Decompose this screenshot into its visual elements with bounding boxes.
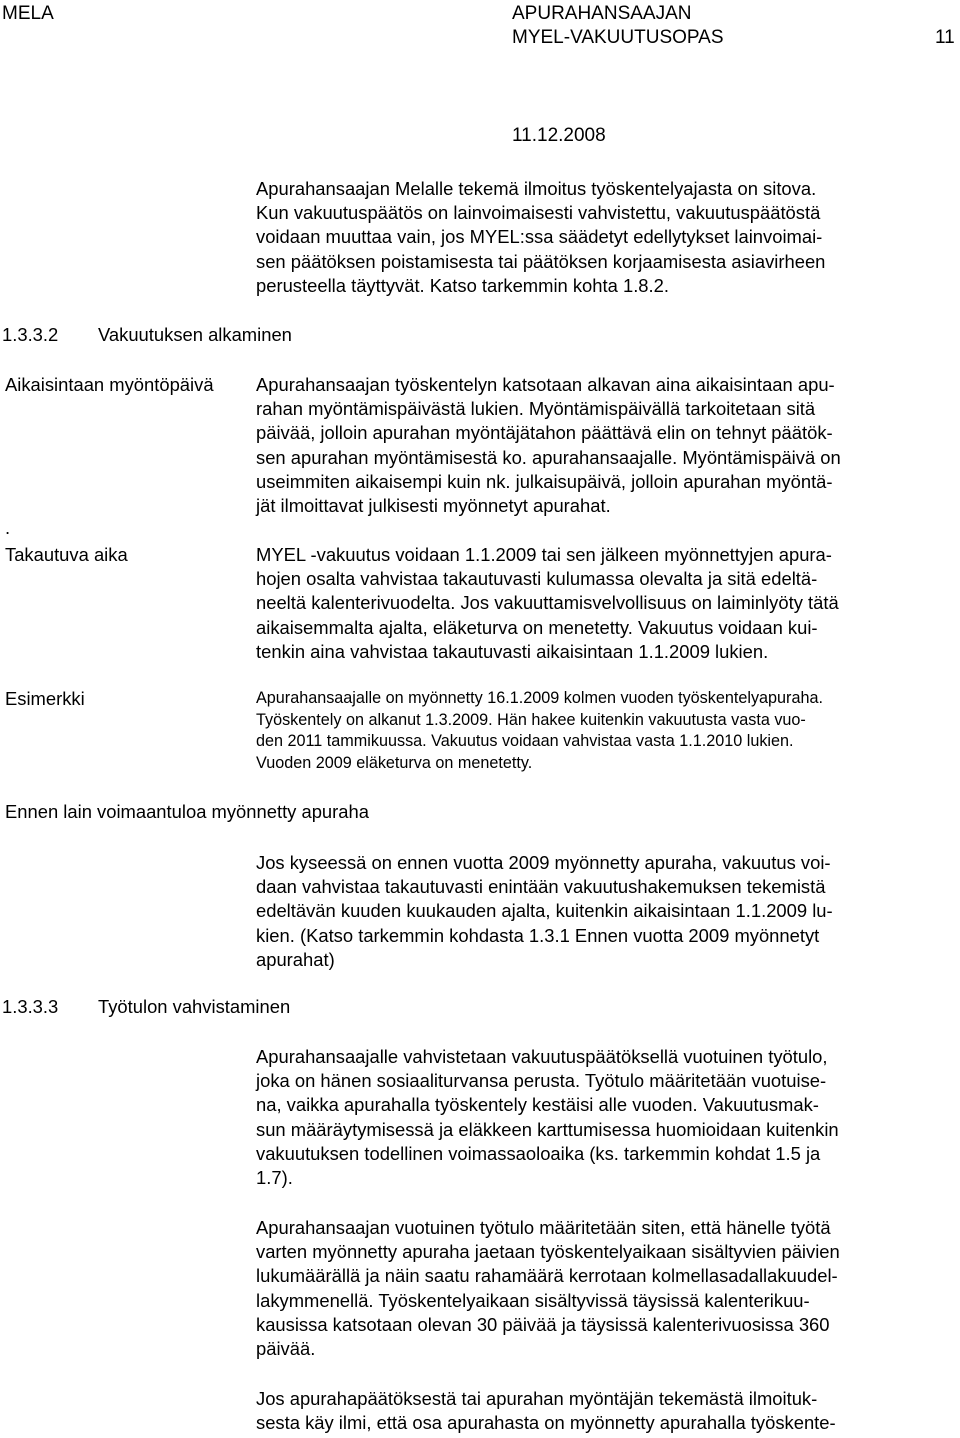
text-line: voidaan muuttaa vain, jos MYEL:ssa säädetyt edellytykset lainvoimai- — [256, 226, 823, 248]
section-title-1332: Vakuutuksen alkaminen — [98, 324, 292, 345]
text-line: jät ilmoittavat julkisesti myönnetyt apurahat. — [256, 495, 611, 517]
text-line: daan vahvistaa takautuvasti enintään vakuutushakemuksen tekemistä — [256, 876, 826, 898]
text-line: 1.7). — [256, 1167, 293, 1189]
text-line: apurahat) — [256, 948, 335, 970]
tyotulo-paragraph-3 — [256, 1387, 956, 1435]
text-line: neeltä kalenterivuodelta. Jos vakuuttamisvelvollisuus on laiminlyöty tätä — [256, 592, 839, 614]
text-line: Apurahansaajan työskentelyn katsotaan alkavan aina aikaisintaan apu- — [256, 374, 835, 395]
text-line: varten myönnetty apuraha jaetaan työskentelyaikaan sisältyvien päivien — [256, 1241, 840, 1263]
text-line: päivää, jolloin apurahan myöntäjätahon päättävä elin on tehnyt päätök- — [256, 422, 833, 444]
intro-paragraph — [256, 177, 956, 298]
text-line: joka on hänen sosiaaliturvansa perusta. Työtulo määritetään vuotuise- — [256, 1070, 827, 1092]
section-title-1333: Työtulon vahvistaminen — [98, 996, 291, 1017]
text-line: sen päätöksen poistamisesta tai päätöksen korjaamisesta asiavirheen — [256, 250, 826, 272]
text-line: kausissa katsotaan olevan 30 päivää ja täysissä kalenterivuosissa 360 — [256, 1313, 830, 1335]
header-date: 11.12.2008 — [512, 125, 606, 146]
text-line: useimmiten aikaisempi kuin nk. julkaisupäivä, jolloin apurahan myöntä- — [256, 470, 833, 492]
header-org: MELA — [2, 3, 54, 24]
text-line: Apurahansaajalle on myönnetty 16.1.2009 kolmen vuoden työskentelyapuraha. — [256, 689, 823, 707]
section-number-1333: 1.3.3.3 — [2, 996, 59, 1017]
text-line: lakymmenellä. Työskentelyaikaan sisältyvissä täysissä kalenterikuu- — [256, 1289, 810, 1311]
stray-dot: . — [5, 517, 11, 538]
tyotulo-paragraph-2 — [256, 1216, 956, 1361]
text-line: Jos apurahapäätöksestä tai apurahan myöntäjän tekemästä ilmoituk- — [256, 1388, 818, 1409]
aikaisintaan-paragraph — [256, 373, 956, 518]
heading-ennen: Ennen lain voimaantuloa myönnetty apuraha — [5, 801, 369, 822]
header-title-line1: APURAHANSAAJAN — [512, 3, 692, 24]
text-line: Apurahansaajalle vahvistetaan vakuutuspäätöksellä vuotuinen työtulo, — [256, 1046, 828, 1067]
text-line: edeltävän kuuden kuukauden ajalta, kuitenkin aikaisintaan 1.1.2009 lu- — [256, 900, 833, 922]
text-line: kien. (Katso tarkemmin kohdasta 1.3.1 Ennen vuotta 2009 myönnetyt — [256, 924, 820, 946]
text-line: rahan myöntämispäivästä lukien. Myöntämispäivällä tarkoitetaan sitä — [256, 398, 816, 420]
section-number-1332: 1.3.3.2 — [2, 324, 59, 345]
page-number: 11 — [935, 27, 955, 48]
ennen-paragraph — [256, 851, 956, 972]
text-line: Jos kyseessä on ennen vuotta 2009 myönnetty apuraha, vakuutus voi- — [256, 852, 831, 873]
text-line: vakuutuksen todellinen voimassaoloaika (ks. tarkemmin kohdat 1.5 ja — [256, 1142, 821, 1164]
text-line: perusteella täyttyvät. Katso tarkemmin kohta 1.8.2. — [256, 274, 669, 296]
text-line: na, vaikka apurahalla työskentely kestäisi alle vuoden. Vakuutusmak- — [256, 1094, 819, 1116]
text-line: tenkin aina vahvistaa takautuvasti aikaisintaan 1.1.2009 lukien. — [256, 640, 769, 662]
text-line: lukumäärällä ja näin saatu rahamäärä kerrotaan kolmellasadallakuudel- — [256, 1265, 838, 1287]
text-line: Kun vakuutuspäätös on lainvoimaisesti vahvistettu, vakuutuspäätöstä — [256, 202, 821, 224]
label-aikaisintaan: Aikaisintaan myöntöpäivä — [5, 374, 214, 395]
text-line: hojen osalta vahvistaa takautuvasti kulumassa olevalta ja sitä edeltä- — [256, 568, 818, 590]
text-line: sesta käy ilmi, että osa apurahasta on myönnetty apurahalla työskente- — [256, 1412, 836, 1434]
text-line: aikaisemmalta ajalta, eläketurva on menetetty. Vakuutus voidaan kui- — [256, 616, 818, 638]
text-line: Työskentely on alkanut 1.3.2009. Hän hakee kuitenkin vakuutusta vasta vuo- — [256, 710, 806, 729]
text-line: sun määräytymisessä ja eläkkeen karttumisessa huomioidaan kuitenkin — [256, 1118, 839, 1140]
text-line: den 2011 tammikuussa. Vakuutus voidaan vahvistaa vasta 1.1.2010 lukien. — [256, 732, 794, 751]
esimerkki-paragraph — [256, 688, 956, 774]
label-takautuva: Takautuva aika — [5, 544, 128, 565]
text-line: Vuoden 2009 eläketurva on menetetty. — [256, 753, 533, 772]
text-line: päivää. — [256, 1338, 316, 1360]
label-esimerkki: Esimerkki — [5, 688, 85, 709]
header-title-line2: MYEL-VAKUUTUSOPAS — [512, 27, 724, 48]
text-line: Apurahansaajan vuotuinen työtulo määritetään siten, että hänelle työtä — [256, 1217, 831, 1238]
tyotulo-paragraph-1 — [256, 1045, 956, 1190]
takautuva-paragraph — [256, 543, 956, 664]
text-line: MYEL -vakuutus voidaan 1.1.2009 tai sen jälkeen myönnettyjen apura- — [256, 544, 832, 565]
text-line: Apurahansaajan Melalle tekemä ilmoitus työskentelyajasta on sitova. — [256, 178, 817, 199]
text-line: sen apurahan myöntämisestä ko. apurahansaajalle. Myöntämispäivä on — [256, 446, 841, 468]
